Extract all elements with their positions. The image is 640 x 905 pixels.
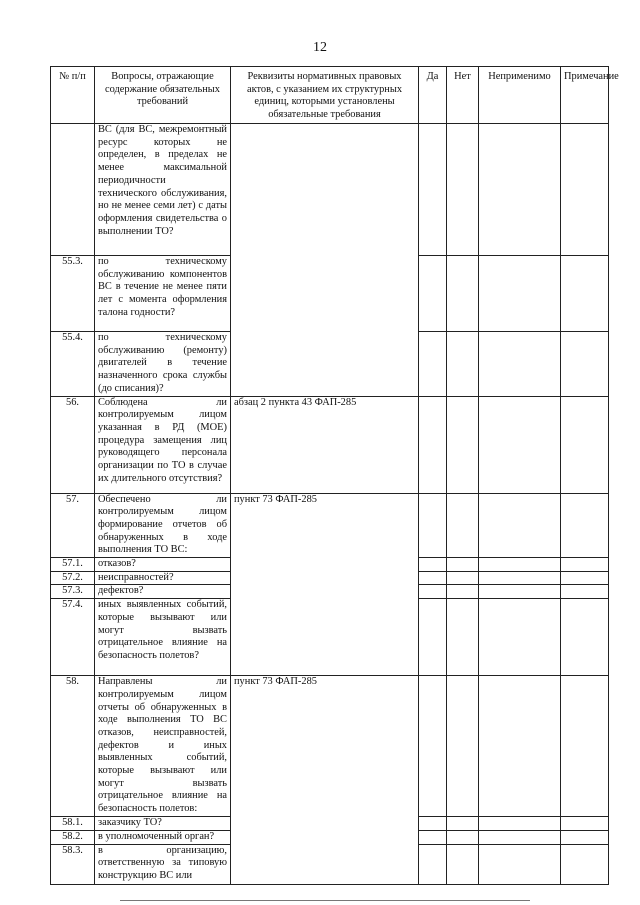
row-requisites: пункт 73 ФАП-285 bbox=[231, 676, 419, 884]
note-cell[interactable] bbox=[561, 558, 609, 572]
note-cell[interactable] bbox=[561, 256, 609, 332]
row-question: Соблюдена ли контролируемым лицом указанная в РД (МОЕ) процедура замещения лиц руководящего персонала организации по ТО в случае их длительного отсутствия? bbox=[95, 396, 231, 493]
answer-yes-cell[interactable] bbox=[419, 816, 447, 830]
row-question: по техническому обслуживанию компонентов ВС в течение не менее пяти лет с момента оформления талона годности? bbox=[95, 256, 231, 332]
row-question: в уполномоченный орган? bbox=[95, 830, 231, 844]
answer-na-cell[interactable] bbox=[479, 332, 561, 397]
note-cell[interactable] bbox=[561, 493, 609, 558]
note-cell[interactable] bbox=[561, 396, 609, 493]
answer-no-cell[interactable] bbox=[447, 676, 479, 817]
answer-yes-cell[interactable] bbox=[419, 585, 447, 599]
answer-no-cell[interactable] bbox=[447, 493, 479, 558]
header-note: Примечание bbox=[561, 67, 609, 124]
answer-yes-cell[interactable] bbox=[419, 558, 447, 572]
header-question: Вопросы, отражающие содержание обязательных требований bbox=[95, 67, 231, 124]
answer-no-cell[interactable] bbox=[447, 830, 479, 844]
table-row bbox=[51, 676, 609, 817]
row-num: 57.4. bbox=[51, 599, 95, 676]
note-cell[interactable] bbox=[561, 124, 609, 256]
row-num: 57. bbox=[51, 493, 95, 558]
answer-na-cell[interactable] bbox=[479, 844, 561, 884]
row-num: 57.1. bbox=[51, 558, 95, 572]
row-question: иных выявленных событий, которые вызывают или могут вызвать отрицательное влияние на безопасность полетов? bbox=[95, 599, 231, 676]
note-cell[interactable] bbox=[561, 676, 609, 817]
row-num: 55.4. bbox=[51, 332, 95, 397]
answer-na-cell[interactable] bbox=[479, 256, 561, 332]
page-bottom-rule bbox=[120, 900, 530, 901]
answer-no-cell[interactable] bbox=[447, 571, 479, 585]
answer-no-cell[interactable] bbox=[447, 396, 479, 493]
table-row bbox=[51, 124, 609, 256]
note-cell[interactable] bbox=[561, 332, 609, 397]
answer-yes-cell[interactable] bbox=[419, 396, 447, 493]
answer-no-cell[interactable] bbox=[447, 844, 479, 884]
note-cell[interactable] bbox=[561, 571, 609, 585]
row-requisites bbox=[231, 124, 419, 397]
answer-yes-cell[interactable] bbox=[419, 493, 447, 558]
answer-yes-cell[interactable] bbox=[419, 599, 447, 676]
answer-na-cell[interactable] bbox=[479, 124, 561, 256]
row-num: 57.3. bbox=[51, 585, 95, 599]
answer-no-cell[interactable] bbox=[447, 256, 479, 332]
table-row bbox=[51, 493, 609, 558]
answer-no-cell[interactable] bbox=[447, 599, 479, 676]
table-header-row bbox=[51, 67, 609, 124]
row-requisites: абзац 2 пункта 43 ФАП-285 bbox=[231, 396, 419, 493]
answer-yes-cell[interactable] bbox=[419, 676, 447, 817]
row-num: 58.3. bbox=[51, 844, 95, 884]
row-num: 56. bbox=[51, 396, 95, 493]
note-cell[interactable] bbox=[561, 844, 609, 884]
row-question: заказчику ТО? bbox=[95, 816, 231, 830]
answer-no-cell[interactable] bbox=[447, 585, 479, 599]
row-question: Направлены ли контролируемым лицом отчеты об обнаруженных в ходе выполнения ТО ВС отказов, неисправностей, дефектов и иных выявленных событий, которые вызывают или могут вызвать отрицательное влияние на безопасность полетов: bbox=[95, 676, 231, 817]
requirements-table bbox=[50, 66, 619, 885]
header-num: № п/п bbox=[51, 67, 95, 124]
row-question: ВС (для ВС, межремонтный ресурс которых не определен, в пределах не менее максимальной периодичности технического обслуживания, но не менее семи лет) с даты оформления свидетельства о выполнении ТО? bbox=[95, 124, 231, 256]
row-question: в организацию, ответственную за типовую конструкцию ВС или bbox=[95, 844, 231, 884]
answer-na-cell[interactable] bbox=[479, 571, 561, 585]
answer-no-cell[interactable] bbox=[447, 558, 479, 572]
answer-yes-cell[interactable] bbox=[419, 571, 447, 585]
answer-na-cell[interactable] bbox=[479, 676, 561, 817]
header-requisites: Реквизиты нормативных правовых актов, с указанием их структурных единиц, которыми установлены обязательные требования bbox=[231, 67, 419, 124]
header-not-applicable: Неприменимо bbox=[479, 67, 561, 124]
row-question: неисправностей? bbox=[95, 571, 231, 585]
answer-na-cell[interactable] bbox=[479, 558, 561, 572]
answer-no-cell[interactable] bbox=[447, 816, 479, 830]
row-question: Обеспечено ли контролируемым лицом формирование отчетов об обнаруженных в ходе выполнения ТО ВС: bbox=[95, 493, 231, 558]
answer-na-cell[interactable] bbox=[479, 816, 561, 830]
row-num: 57.2. bbox=[51, 571, 95, 585]
page-number: 12 bbox=[313, 40, 327, 55]
row-requisites: пункт 73 ФАП-285 bbox=[231, 493, 419, 676]
answer-na-cell[interactable] bbox=[479, 396, 561, 493]
header-yes: Да bbox=[419, 67, 447, 124]
answer-yes-cell[interactable] bbox=[419, 256, 447, 332]
note-cell[interactable] bbox=[561, 816, 609, 830]
answer-yes-cell[interactable] bbox=[419, 830, 447, 844]
answer-na-cell[interactable] bbox=[479, 585, 561, 599]
row-num bbox=[51, 124, 95, 256]
note-cell[interactable] bbox=[561, 599, 609, 676]
answer-yes-cell[interactable] bbox=[419, 124, 447, 256]
answer-na-cell[interactable] bbox=[479, 493, 561, 558]
answer-no-cell[interactable] bbox=[447, 124, 479, 256]
note-cell[interactable] bbox=[561, 830, 609, 844]
row-num: 55.3. bbox=[51, 256, 95, 332]
row-num: 58.2. bbox=[51, 830, 95, 844]
answer-na-cell[interactable] bbox=[479, 830, 561, 844]
row-question: отказов? bbox=[95, 558, 231, 572]
row-num: 58.1. bbox=[51, 816, 95, 830]
note-cell[interactable] bbox=[561, 585, 609, 599]
answer-na-cell[interactable] bbox=[479, 599, 561, 676]
row-question: по техническому обслуживанию (ремонту) двигателей в течение назначенного срока службы (до списания)? bbox=[95, 332, 231, 397]
row-question: дефектов? bbox=[95, 585, 231, 599]
answer-no-cell[interactable] bbox=[447, 332, 479, 397]
row-num: 58. bbox=[51, 676, 95, 817]
answer-yes-cell[interactable] bbox=[419, 332, 447, 397]
table-row bbox=[51, 396, 609, 493]
header-no: Нет bbox=[447, 67, 479, 124]
answer-yes-cell[interactable] bbox=[419, 844, 447, 884]
